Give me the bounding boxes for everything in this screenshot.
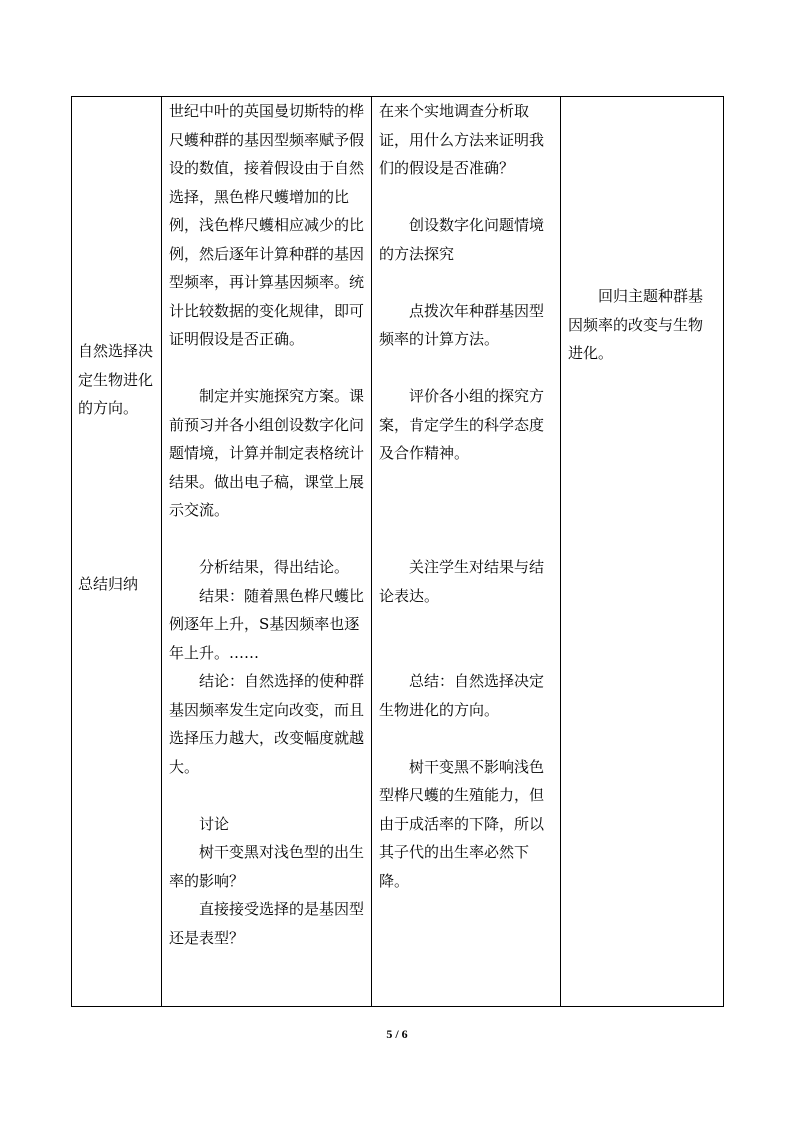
teacher-paragraph: 关注学生对结果与结论表达。 <box>379 558 545 605</box>
teacher-paragraph: 总结：自然选择决定生物进化的方向。 <box>379 672 545 719</box>
student-activity-column <box>162 97 372 1007</box>
activity-paragraph: 分析结果，得出结论。 <box>199 558 350 576</box>
activity-paragraph: 树干变黑对浅色型的出生率的影响？ <box>169 843 365 890</box>
activity-paragraph: 讨论 <box>199 814 230 833</box>
stage-column <box>72 97 162 1007</box>
design-intent-column <box>561 97 724 1007</box>
design-paragraph: 回归主题种群基因频率的改变与生物进化。 <box>568 287 704 362</box>
teacher-paragraph: 在来个实地调查分析取证，用什么方法来证明我们的假设是否准确？ <box>379 102 545 177</box>
activity-paragraph: 直接接受选择的是基因型还是表型？ <box>169 900 365 947</box>
table-row <box>72 97 724 1007</box>
activity-paragraph: 制定并实施探究方案。课前预习并各小组创设数字化问题情境，计算并制定表格统计结果。做出电子稿，课堂上展示交流。 <box>169 387 365 519</box>
activity-paragraph: 结论：自然选择的使种群基因频率发生定向改变，而且选择压力越大，改变幅度就越大。 <box>169 672 365 776</box>
teacher-paragraph: 评价各小组的探究方案，肯定学生的科学态度及合作精神。 <box>379 387 545 462</box>
stage-label-selection: 自然选择决定生物进化的方向。 <box>78 342 154 417</box>
teacher-activity-column <box>372 97 561 1007</box>
activity-paragraph: 结果：随着黑色桦尺蠖比例逐年上升，S基因频率也逐年上升。…… <box>169 586 365 662</box>
activity-paragraph: 世纪中叶的英国曼切斯特的桦尺蠖种群的基因型频率赋予假设的数值，接着假设由于自然选择，黑色桦尺蠖增加的比例，浅色桦尺蠖相应减少的比例，然后逐年计算种群的基因型频率，再计算基因频率。统计比较数据的变化规律，即可证明假设是否正确。 <box>169 102 365 348</box>
lesson-plan-table <box>71 96 724 1007</box>
teacher-paragraph: 树干变黑不影响浅色型桦尺蠖的生殖能力，但由于成活率的下降，所以其子代的出生率必然下降。 <box>379 757 545 890</box>
stage-label-summary: 总结归纳 <box>78 575 139 593</box>
teacher-paragraph: 创设数字化问题情境的方法探究 <box>379 216 545 263</box>
teacher-paragraph: 点拨次年种群基因型频率的计算方法。 <box>379 301 545 348</box>
page-number: 5 / 6 <box>386 1027 408 1041</box>
